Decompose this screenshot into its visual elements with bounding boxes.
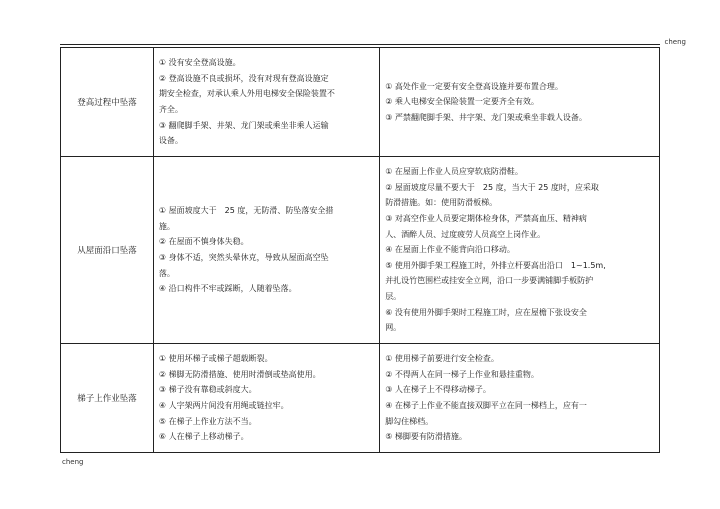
cause-line: ④ 人字架两片间没有用绳或链拉牢。 [158,401,289,410]
measure-line: ② 不得两人在同一梯子上作业和悬挂重物。 [385,369,539,379]
measure-line: ③ 对高空作业人员要定期体检身体，严禁高血压、精神病 [385,214,587,224]
cause-line: ② 在屋面不慎身体失稳。 [158,237,249,247]
category-cell [61,48,154,157]
cause-line: 设备。 [158,136,183,146]
measures-cell [380,344,660,453]
measure-line: ① 高处作业一定要有安全登高设施并要布置合理。 [385,81,563,91]
measure-line: 层。 [385,291,402,301]
causes-cell [153,344,379,453]
cause-line: ① 屋面坡度大于 25 度，无防滑、防坠落安全措 [158,206,334,216]
category-label: 登高过程中坠落 [77,98,137,108]
cause-line: ⑥ 人在梯子上移动梯子。 [158,432,249,442]
cause-line: 落。 [158,268,175,278]
measure-line: ⑤ 使用外脚手架工程施工时，外排立杆要高出沿口 1~1.5m, [385,260,606,270]
measure-line: ④ 在屋面上作业不能背向沿口移动。 [385,245,515,255]
table-row [61,48,660,157]
measures-cell [380,48,660,157]
table-row [61,344,660,453]
measure-line: ② 乘人电梯安全保险装置一定要齐全有效。 [385,97,539,107]
measure-line: ① 在屋面上作业人员应穿软底防滑鞋。 [385,167,523,177]
cause-line: ⑤ 在梯子上作业方法不当。 [158,416,257,426]
measure-line: ③ 人在梯子上不得移动梯子。 [385,385,491,395]
causes-cell [153,48,379,157]
category-label: 梯子上作业坠落 [77,394,137,404]
cause-line: ① 没有安全登高设施。 [158,58,241,68]
measure-line: ③ 严禁翻爬脚手架、井字架、龙门架或乘坐非载人设备。 [385,112,587,122]
hazard-table [60,47,660,453]
category-label: 从屋面沿口坠落 [77,246,137,256]
cause-line: 齐全。 [158,105,183,114]
measure-line: ⑤ 梯脚要有防滑措施。 [385,432,467,442]
cause-line: ③ 身体不适，突然头晕休克，导致从屋面高空坠 [158,253,329,262]
measure-line: ⑥ 没有使用外脚手架时工程施工时，应在屋檐下张设安全 [385,307,587,317]
measures-cell [380,157,660,344]
measure-line: 人、酒醉人员、过度疲劳人员高空上岗作业。 [385,229,546,239]
table-row [61,157,660,344]
top-rule [60,44,660,45]
cause-line: ④ 沿口构件不牢或踩断，人随着坠落。 [158,284,297,294]
measure-line: ④ 在梯子上作业不能直接双脚平立在同一梯档上，应有一 [385,401,587,410]
cause-line: ① 使用坏梯子或梯子超载断裂。 [158,354,273,364]
category-cell [61,157,154,344]
measure-line: ① 使用梯子前要进行安全检查。 [385,354,499,364]
footer-watermark: cheng [62,458,84,466]
cause-line: 期安全检查，对承认乘人外用电梯安全保险装置不 [158,89,335,99]
cause-line: ② 梯脚无防滑措施、使用时滑倒或垫高使用。 [158,369,321,379]
header-watermark: cheng [664,38,686,46]
category-cell [61,344,154,453]
measure-line: 并扎设竹笆围栏或挂安全立网，沿口一步要满铺脚手板防护 [385,276,594,286]
measure-line: 网。 [385,323,402,333]
cause-line: ③ 翻爬脚手架、井架、龙门架或乘坐非乘人运输 [158,120,329,130]
cause-line: ② 登高设施不良或损坏，没有对现有登高设施定 [158,73,329,83]
cause-line: 施。 [158,221,175,231]
measure-line: 防滑措施。如：使用防滑板梯。 [385,198,498,208]
measure-line: 脚勾住梯档。 [385,416,434,426]
measure-line: ② 屋面坡度尽量不要大于 25 度，当大于 25 度时，应采取 [385,182,599,192]
cause-line: ③ 梯子没有靠稳或斜度大。 [158,385,257,395]
causes-cell [153,157,379,344]
